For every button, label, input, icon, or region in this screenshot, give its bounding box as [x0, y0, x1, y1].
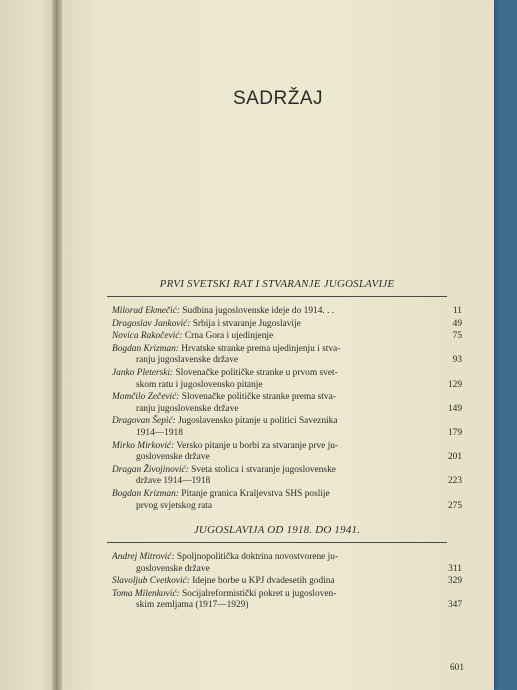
- entry-title-cont: skim zemljama (1917—1929): [136, 600, 249, 611]
- entry-page: 329: [447, 576, 462, 587]
- toc-entry: [112, 552, 462, 575]
- entry-title-cont: ranju jugoslovenske države: [136, 403, 239, 414]
- entry-author: Milorad Ekmečić:: [112, 306, 180, 316]
- entry-title: Versko pitanje u borbi za stvaranje prve ju-: [174, 440, 339, 451]
- entry-page: 75: [452, 331, 462, 342]
- entry-page: 223: [447, 476, 462, 487]
- entry-title: Slovenačke političke stranke u prvom svet-: [173, 367, 338, 378]
- entry-author: Bogdan Krizman:: [112, 488, 179, 499]
- entry-author: Slavoljub Cvetković:: [112, 576, 190, 587]
- entry-title: Srbija i stvaranje Jugoslavije: [190, 318, 301, 329]
- entry-title: Sveta stolica i stvaranje jugoslovenske: [188, 464, 336, 475]
- toc-entry: [112, 306, 462, 318]
- entry-title: Spoljnopolitička doktrina novostvorene ju-: [174, 552, 339, 562]
- entry-page: 311: [448, 563, 462, 574]
- entry-title-cont: goslovenske države: [136, 563, 210, 574]
- section-rule-2: [107, 542, 447, 543]
- entry-page: 129: [447, 379, 462, 390]
- book-page: [62, 0, 494, 690]
- entry-author: Toma Milenković:: [112, 588, 180, 599]
- page-title: SADRŽAJ: [232, 88, 324, 109]
- entry-page: 275: [447, 500, 462, 511]
- toc-entry: [112, 489, 462, 512]
- section-heading-1: PRVI SVETSKI RAT I STVARANJE JUGOSLAVIJE: [159, 278, 395, 290]
- entry-page: 49: [452, 318, 462, 329]
- toc-entry: [112, 368, 462, 391]
- entry-title: Crna Gora i ujedinjenje: [182, 331, 274, 342]
- toc-entry: [112, 589, 462, 612]
- entry-title: Hrvatske stranke prema ujedinjenju i stva-: [178, 343, 341, 354]
- entry-author: Dragoslav Janković:: [112, 318, 191, 329]
- entry-page: 11: [452, 306, 462, 316]
- entry-author: Andrej Mitrović:: [112, 552, 175, 562]
- section-heading-2: JUGOSLAVIJA OD 1918. DO 1941.: [193, 524, 361, 536]
- entry-author: Dragan Živojinović:: [112, 464, 189, 475]
- entry-title-cont: 1914—1918: [136, 427, 183, 438]
- entry-author: Dragovan Šepić:: [112, 416, 176, 427]
- book-gutter: [52, 0, 62, 690]
- toc-entry: [112, 392, 462, 415]
- entry-title-cont: države 1914—1918: [136, 476, 211, 487]
- toc-entry: [112, 441, 462, 464]
- toc-entry: [112, 331, 462, 343]
- entry-page: 93: [452, 355, 462, 366]
- toc-list-1: [112, 306, 462, 513]
- left-page-edge: [0, 0, 56, 690]
- entry-title: Pitanje granica Kraljevstva SHS poslije: [178, 488, 330, 499]
- entry-title-cont: prvog svjetskog rata: [136, 500, 213, 511]
- entry-title: Slovenačke političke stranke prema stva-: [179, 392, 336, 403]
- entry-title-cont: skom ratu i jugoslovensko pitanje: [136, 379, 263, 390]
- toc-entry: [112, 465, 462, 488]
- page-number: 601: [449, 663, 464, 673]
- toc-list-2: [112, 552, 462, 613]
- entry-page: 149: [447, 403, 462, 414]
- entry-author: Bogdan Krizman:: [112, 343, 179, 354]
- toc-entry: [112, 319, 462, 331]
- entry-page: 201: [447, 452, 462, 463]
- entry-title: Jugoslavensko pitanje u politici Saveznika: [175, 416, 338, 427]
- entry-author: Novica Rakočević:: [112, 331, 183, 342]
- entry-title: Sudbina jugoslovenske ideje do 1914. . .: [179, 306, 335, 316]
- toc-entry: [112, 576, 462, 588]
- section-rule-1: [107, 296, 447, 297]
- entry-title-cont: goslovenske države: [136, 452, 210, 463]
- toc-entry: [112, 344, 462, 367]
- entry-author: Mirko Mirković:: [112, 440, 175, 451]
- entry-title: Idejne borbe u KPJ dvadesetih godina: [189, 576, 335, 587]
- entry-title-cont: ranju jugoslavenske države: [136, 355, 239, 366]
- entry-title: Socijalreformistički pokret u jugosloven-: [179, 588, 337, 599]
- entry-page: 347: [447, 600, 462, 611]
- entry-author: Momčilo Zečević:: [112, 392, 180, 403]
- entry-author: Janko Pleterski:: [112, 367, 174, 378]
- entry-page: 179: [447, 427, 462, 438]
- toc-entry: [112, 416, 462, 439]
